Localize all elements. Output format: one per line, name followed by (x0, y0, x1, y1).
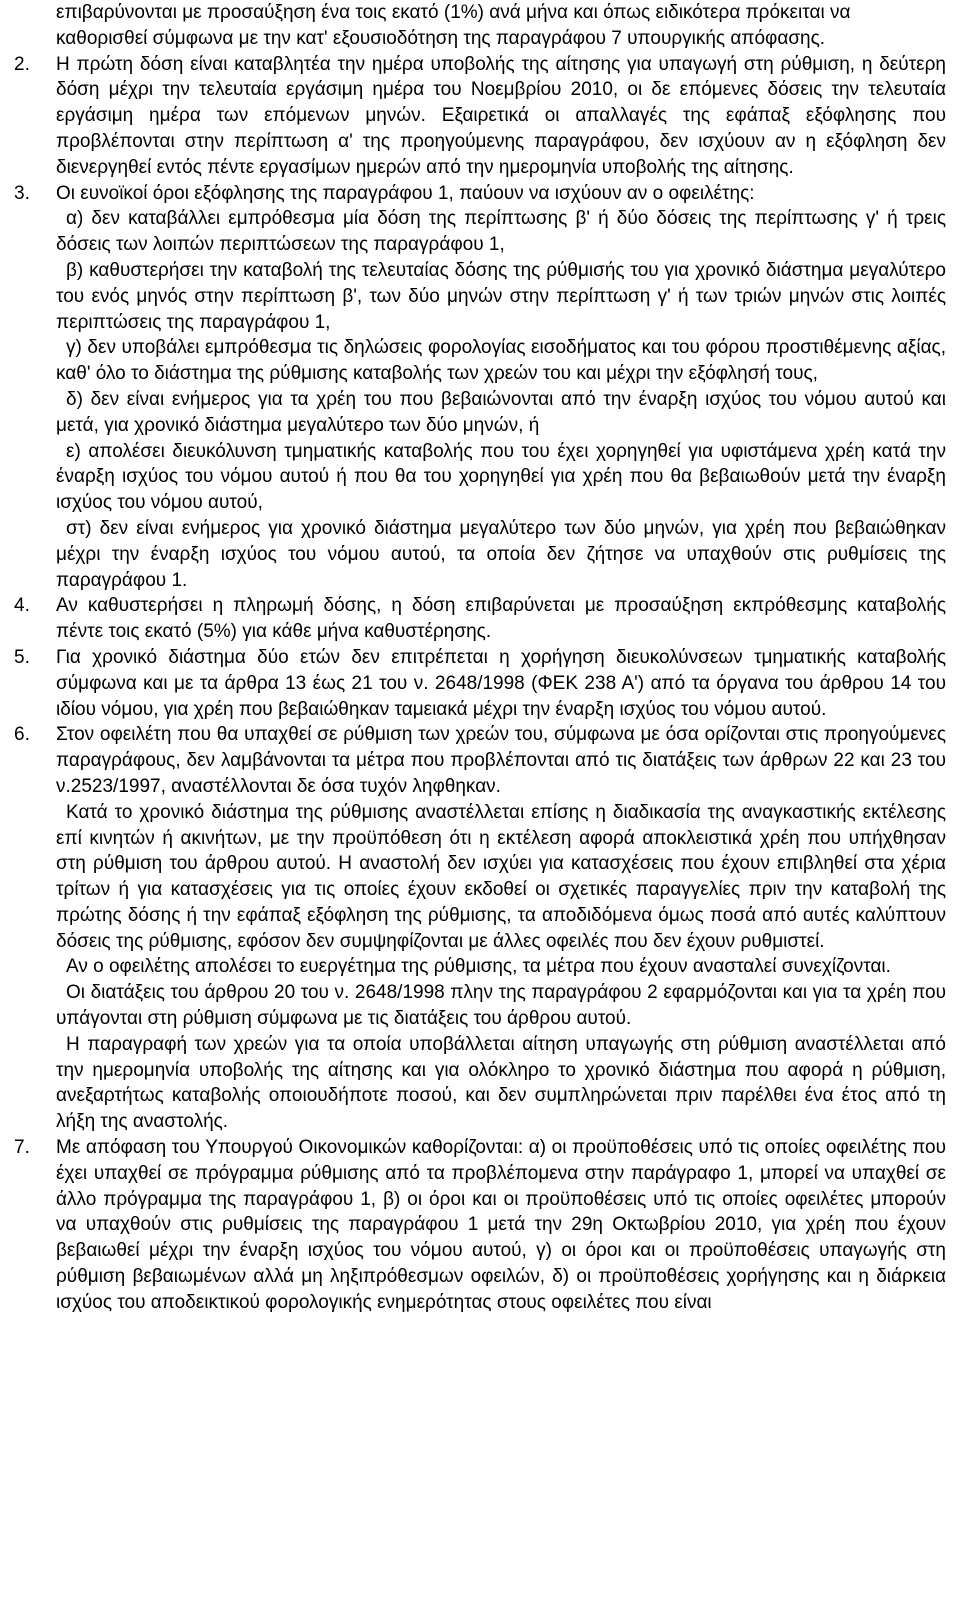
intro-text: επιβαρύνονται με προσαύξηση ένα τοις εκατό (1%) ανά μήνα και όπως ειδικότερα πρόκειται να καθορισθεί σύμφωνα με την κατ' εξουσιοδότηση της παραγράφου 7 υπουργικής απόφασης. (56, 2, 851, 49)
item-paragraph: Οι διατάξεις του άρθρου 20 του ν. 2648/1998 πλην της παραγράφου 2 εφαρμόζονται και για τα χρέη που υπάγονται στη ρύθμιση σύμφωνα με τις διατάξεις του άρθρου αυτού. (56, 982, 946, 1030)
item-number: 6. (14, 724, 30, 746)
list-item (14, 52, 946, 181)
item-paragraph: Στον οφειλέτη που θα υπαχθεί σε ρύθμιση των χρεών του, σύμφωνα με όσα ορίζονται στις προηγούμενες παραγράφους, δεν λαμβάνονται τα μέτρα που προβλέπονται από τις διατάξεις των άρθρων 22 και 23 του ν.2523/1997, αναστέλλονται δε όσα τυχόν ληφθηκαν. (56, 724, 946, 797)
item-body (56, 181, 946, 594)
item-paragraph: Η παραγραφή των χρεών για τα οποία υποβάλλεται αίτηση υπαγωγής στη ρύθμιση αναστέλλεται από την ημερομηνία υποβολής της αίτησης και για ολόκληρο το χρονικό διάστημα που αφορά η ρύθμιση, ανεξαρτήτως καταβολής οποιουδήποτε ποσού, και δεν συμπληρώνεται πριν παρέλθει ένα έτος από τη λήξη της αναστολής. (56, 1033, 946, 1133)
item-paragraph: Αν ο οφειλέτης απολέσει το ευεργέτημα της ρύθμισης, τα μέτρα που έχουν ανασταλεί συνεχίζονται. (66, 956, 891, 978)
numbered-list (14, 52, 946, 1316)
item-paragraph: Η πρώτη δόση είναι καταβλητέα την ημέρα υποβολής της αίτησης για υπαγωγή στη ρύθμιση, η δεύτερη δόση μέχρι την τελευταία εργάσιμη ημέρα του Νοεμβρίου 2010, οι δε επόμενες δόσεις την τελευταία εργάσιμη ημέρα των επόμενων μηνών. Εξαιρετικά οι απαλλαγές της εφάπαξ εξόφλησης που προβλέπονται στην περίπτωση α' της προηγούμενης παραγράφου, δεν ισχύουν αν η εξόφληση δεν διενεργηθεί εντός πέντε εργασίμων ημερών από την ημερομηνία υποβολής της αίτησης. (56, 53, 946, 178)
list-item (14, 722, 946, 1135)
item-paragraph: α) δεν καταβάλλει εμπρόθεσμα μία δόση της περίπτωσης β' ή δύο δόσεις της περίπτωσης γ' ή τρεις δόσεις των λοιπών περιπτώσεων της παραγράφου 1, (56, 208, 946, 256)
item-paragraph: Για χρονικό διάστημα δύο ετών δεν επιτρέπεται η χορήγηση διευκολύνσεων τμηματικής καταβολής σύμφωνα και με τα άρθρα 13 έως 21 του ν. 2648/1998 (ΦΕΚ 238 Α') από τα όργανα του άρθρου 14 του ιδίου νόμου, για χρέη που βεβαιώθηκαν ταμειακά μέχρι την έναρξη ισχύος του νόμου αυτού. (56, 646, 946, 720)
list-item (14, 593, 946, 645)
item-body (56, 52, 946, 181)
list-item (14, 181, 946, 594)
item-paragraph: Κατά το χρονικό διάστημα της ρύθμισης αναστέλλεται επίσης η διαδικασία της αναγκαστικής εκτέλεσης επί κινητών ή ακινήτων, με την προϋπόθεση ότι η εκτέλεση αφορά αποκλειστικά χρέη που υπήχθησαν στη ρύθμιση του άρθρου αυτού. Η αναστολή δεν ισχύει για κατασχέσεις που έχουν επιβληθεί στα χέρια τρίτων ή για κατασχέσεις για τις οποίες έχουν εκδοθεί οι σχετικές παραγγελίες πριν την καταβολή της πρώτης δόσης ή την εφάπαξ εξόφληση της ρύθμισης, τα αποδιδόμενα όμως ποσά από αυτές καλύπτουν δόσεις της ρύθμισης, εφόσον δεν συμψηφίζονται με άλλες οφειλές που δεν έχουν ρυθμιστεί. (56, 801, 946, 952)
list-item (14, 645, 946, 722)
item-body (56, 722, 946, 1135)
item-paragraph: Με απόφαση του Υπουργού Οικονομικών καθορίζονται: α) οι προϋποθέσεις υπό τις οποίες οφειλέτης που έχει υπαχθεί σε πρόγραμμα ρύθμισης από τα προβλέπομενα στην παράγραφο 1, μπορεί να υπαχθεί σε άλλο πρόγραμμα της παραγράφου 1, β) οι όροι και οι προϋποθέσεις υπό τις οποίες οφειλέτες μπορούν να υπαχθούν στις ρυθμίσεις της παραγράφου 1 μετά την 29η Οκτωβρίου 2010, για χρέη που έχουν βεβαιωθεί μέχρι την έναρξη ισχύος του νόμου αυτού, γ) οι όροι και οι προϋποθέσεις υπαγωγής στη ρύθμιση βεβαιωμένων αλλά μη ληξιπρόθεσμων οφειλών, δ) οι προϋποθέσεις χορήγησης και η διάρκεια ισχύος του αποδεικτικού φορολογικής ενημερότητας στους οφειλέτες που είναι (56, 1137, 946, 1313)
item-paragraph: β) καθυστερήσει την καταβολή της τελευταίας δόσης της ρύθμισής του για χρονικό διάστημα μεγαλύτερο του ενός μηνός στην περίπτωση β', των δύο μηνών στην περίπτωση γ' ή των τριών μηνών στις λοιπές περιπτώσεις της παραγράφου 1, (56, 259, 946, 333)
item-paragraph: γ) δεν υποβάλει εμπρόθεσμα τις δηλώσεις φορολογίας εισοδήματος και του φόρου προστιθέμενης αξίας, καθ' όλο το διάστημα της ρύθμισης καταβολής των χρεών του και μέχρι την εξόφλησή τους, (56, 337, 946, 385)
item-paragraph: δ) δεν είναι ενήμερος για τα χρέη του που βεβαιώνονται από την έναρξη ισχύος του νόμου αυτού και μετά, για χρονικό διάστημα μεγαλύτερο των δύο μηνών, ή (56, 388, 946, 436)
item-number: 2. (14, 53, 30, 75)
item-body (56, 645, 946, 722)
list-item (14, 1135, 946, 1316)
item-paragraph: ε) απολέσει διευκόλυνση τμηματικής καταβολής που του έχει χορηγηθεί για υφιστάμενα χρέη κατά την έναρξη ισχύος του νόμου αυτού ή που θα του χορηγηθεί για χρέη που θα βεβαιωθούν μετά την έναρξη ισχύος του νόμου αυτού, (56, 440, 946, 514)
item-number: 3. (14, 182, 30, 204)
item-number: 5. (14, 646, 30, 668)
item-paragraph: Οι ευνοϊκοί όροι εξόφλησης της παραγράφου 1, παύουν να ισχύουν αν ο οφειλέτης: (56, 182, 755, 204)
item-body (56, 1135, 946, 1316)
item-number: 7. (14, 1137, 30, 1159)
item-paragraph: Αν καθυστερήσει η πληρωμή δόσης, η δόση επιβαρύνεται με προσαύξηση εκπρόθεσμης καταβολής πέντε τοις εκατό (5%) για κάθε μήνα καθυστέρησης. (56, 595, 946, 643)
intro-paragraph (14, 0, 946, 52)
item-paragraph: στ) δεν είναι ενήμερος για χρονικό διάστημα μεγαλύτερο των δύο μηνών, για χρέη που βεβαιώθηκαν μέχρι την έναρξη ισχύος του νόμου αυτού, τα οποία δεν ζήτησε να υπαχθούν στις ρυθμίσεις της παραγράφου 1. (56, 517, 946, 591)
item-body (56, 593, 946, 645)
item-number: 4. (14, 595, 30, 617)
